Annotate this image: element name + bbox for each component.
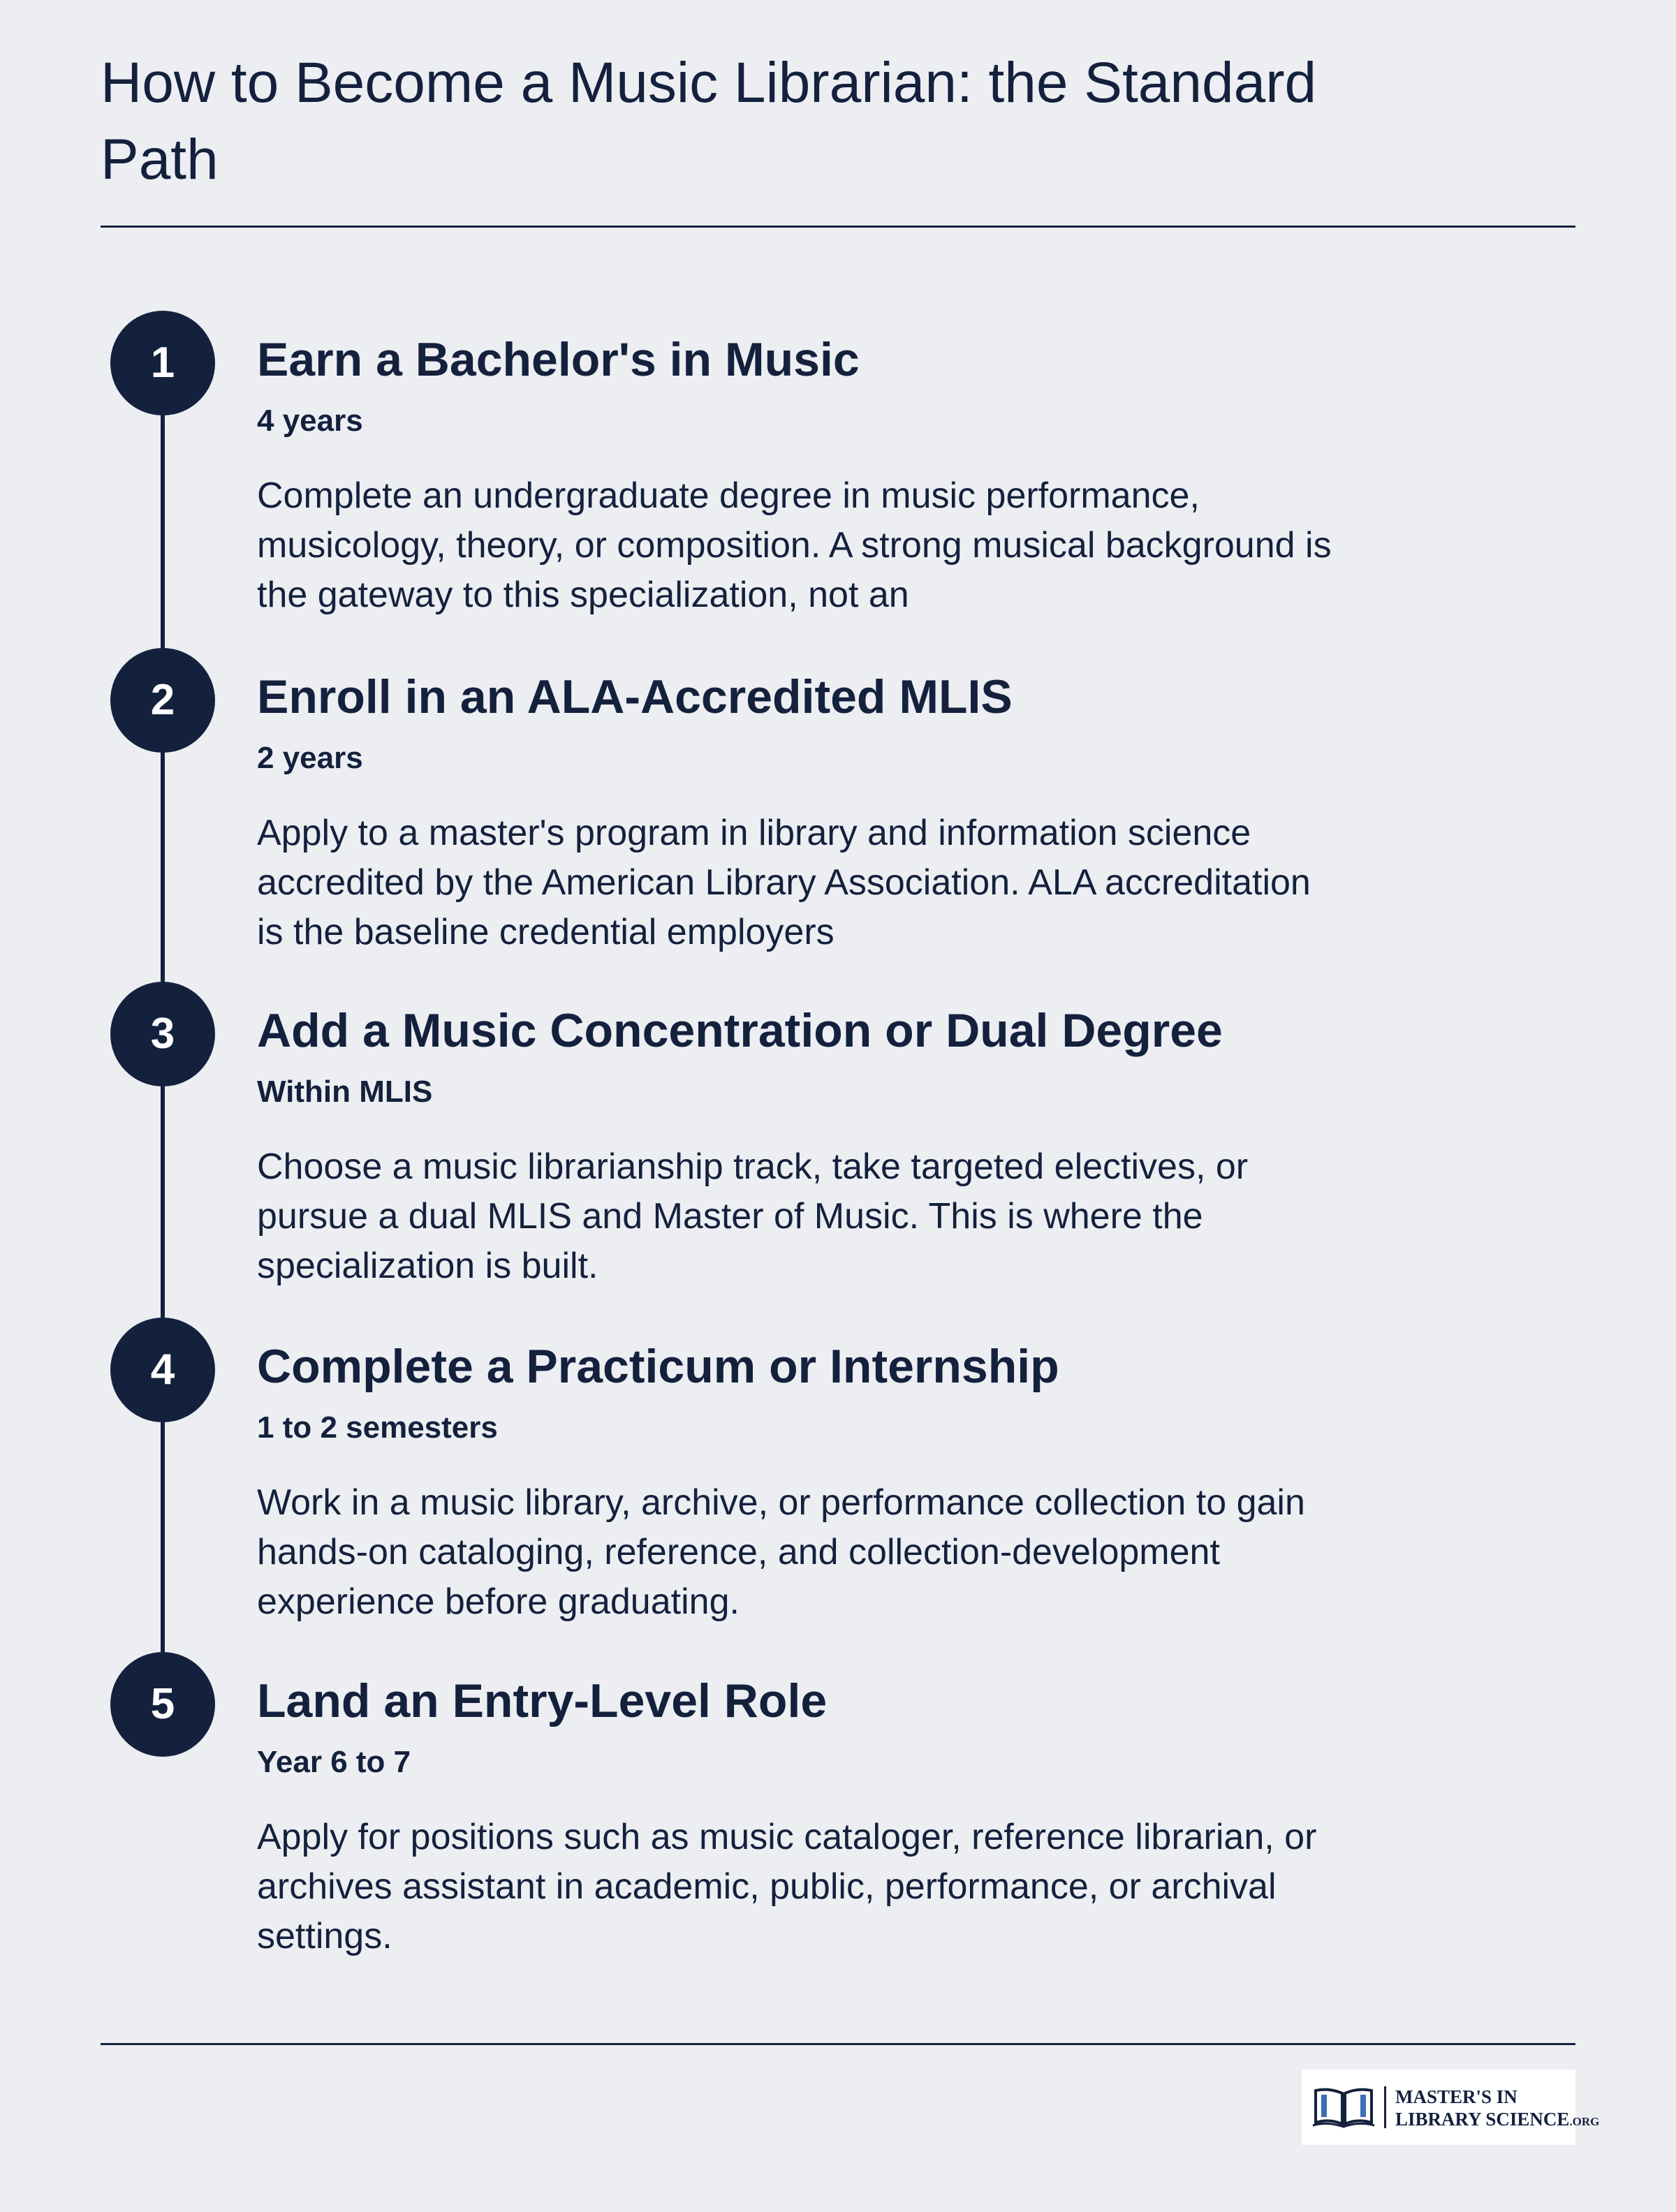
- step-number-badge: 4: [110, 1318, 215, 1422]
- step-description: Complete an undergraduate degree in music performance, musicology, theory, or composition. A strong musical background is the gateway to this specialization, not an: [257, 475, 1332, 615]
- page-title: How to Become a Music Librarian: the Standard Path: [101, 51, 1317, 191]
- step-duration: 1 to 2 semesters: [257, 1410, 498, 1445]
- logo-divider: [1384, 2086, 1386, 2128]
- step-duration: Within MLIS: [257, 1075, 433, 1109]
- step-description: Apply to a master's program in library and information science accredited by the American Library Association. ALA accreditation is the baseline credential employers: [257, 813, 1311, 952]
- step-number-badge: 5: [110, 1652, 215, 1757]
- site-logo[interactable]: [1302, 2070, 1600, 2145]
- step-title: Earn a Bachelor's in Music: [257, 333, 860, 386]
- logo-text-main: LIBRARY SCIENCE: [1395, 2109, 1570, 2130]
- step-title: Add a Music Concentration or Dual Degree: [257, 1004, 1223, 1057]
- footer-divider: [101, 2043, 1575, 2045]
- step-duration: Year 6 to 7: [257, 1745, 411, 1779]
- step-duration: 2 years: [257, 741, 363, 775]
- step-title: Enroll in an ALA-Accredited MLIS: [257, 670, 1013, 723]
- step-number-badge: 1: [110, 311, 215, 415]
- step-title: Complete a Practicum or Internship: [257, 1340, 1059, 1393]
- header-divider: [101, 226, 1575, 228]
- logo-text-line1: MASTER'S IN: [1395, 2086, 1517, 2107]
- step-number-badge: 2: [110, 648, 215, 753]
- open-book-icon: [1311, 2085, 1376, 2130]
- step-duration: 4 years: [257, 404, 363, 438]
- step-description: Choose a music librarianship track, take targeted electives, or pursue a dual MLIS and Master of Music. This is where the specialization is built.: [257, 1146, 1249, 1286]
- step-description: Work in a music library, archive, or performance collection to gain hands-on cataloging, reference, and collection-development experience before graduating.: [257, 1482, 1305, 1622]
- logo-text-line2: [1395, 2109, 1599, 2132]
- step-number-badge: 3: [110, 982, 215, 1086]
- step-description: Apply for positions such as music cataloger, reference librarian, or archives assistant in academic, public, performance, or archival settings.: [257, 1817, 1317, 1956]
- step-title: Land an Entry-Level Role: [257, 1674, 828, 1727]
- logo-text-suffix: .ORG: [1569, 2115, 1600, 2128]
